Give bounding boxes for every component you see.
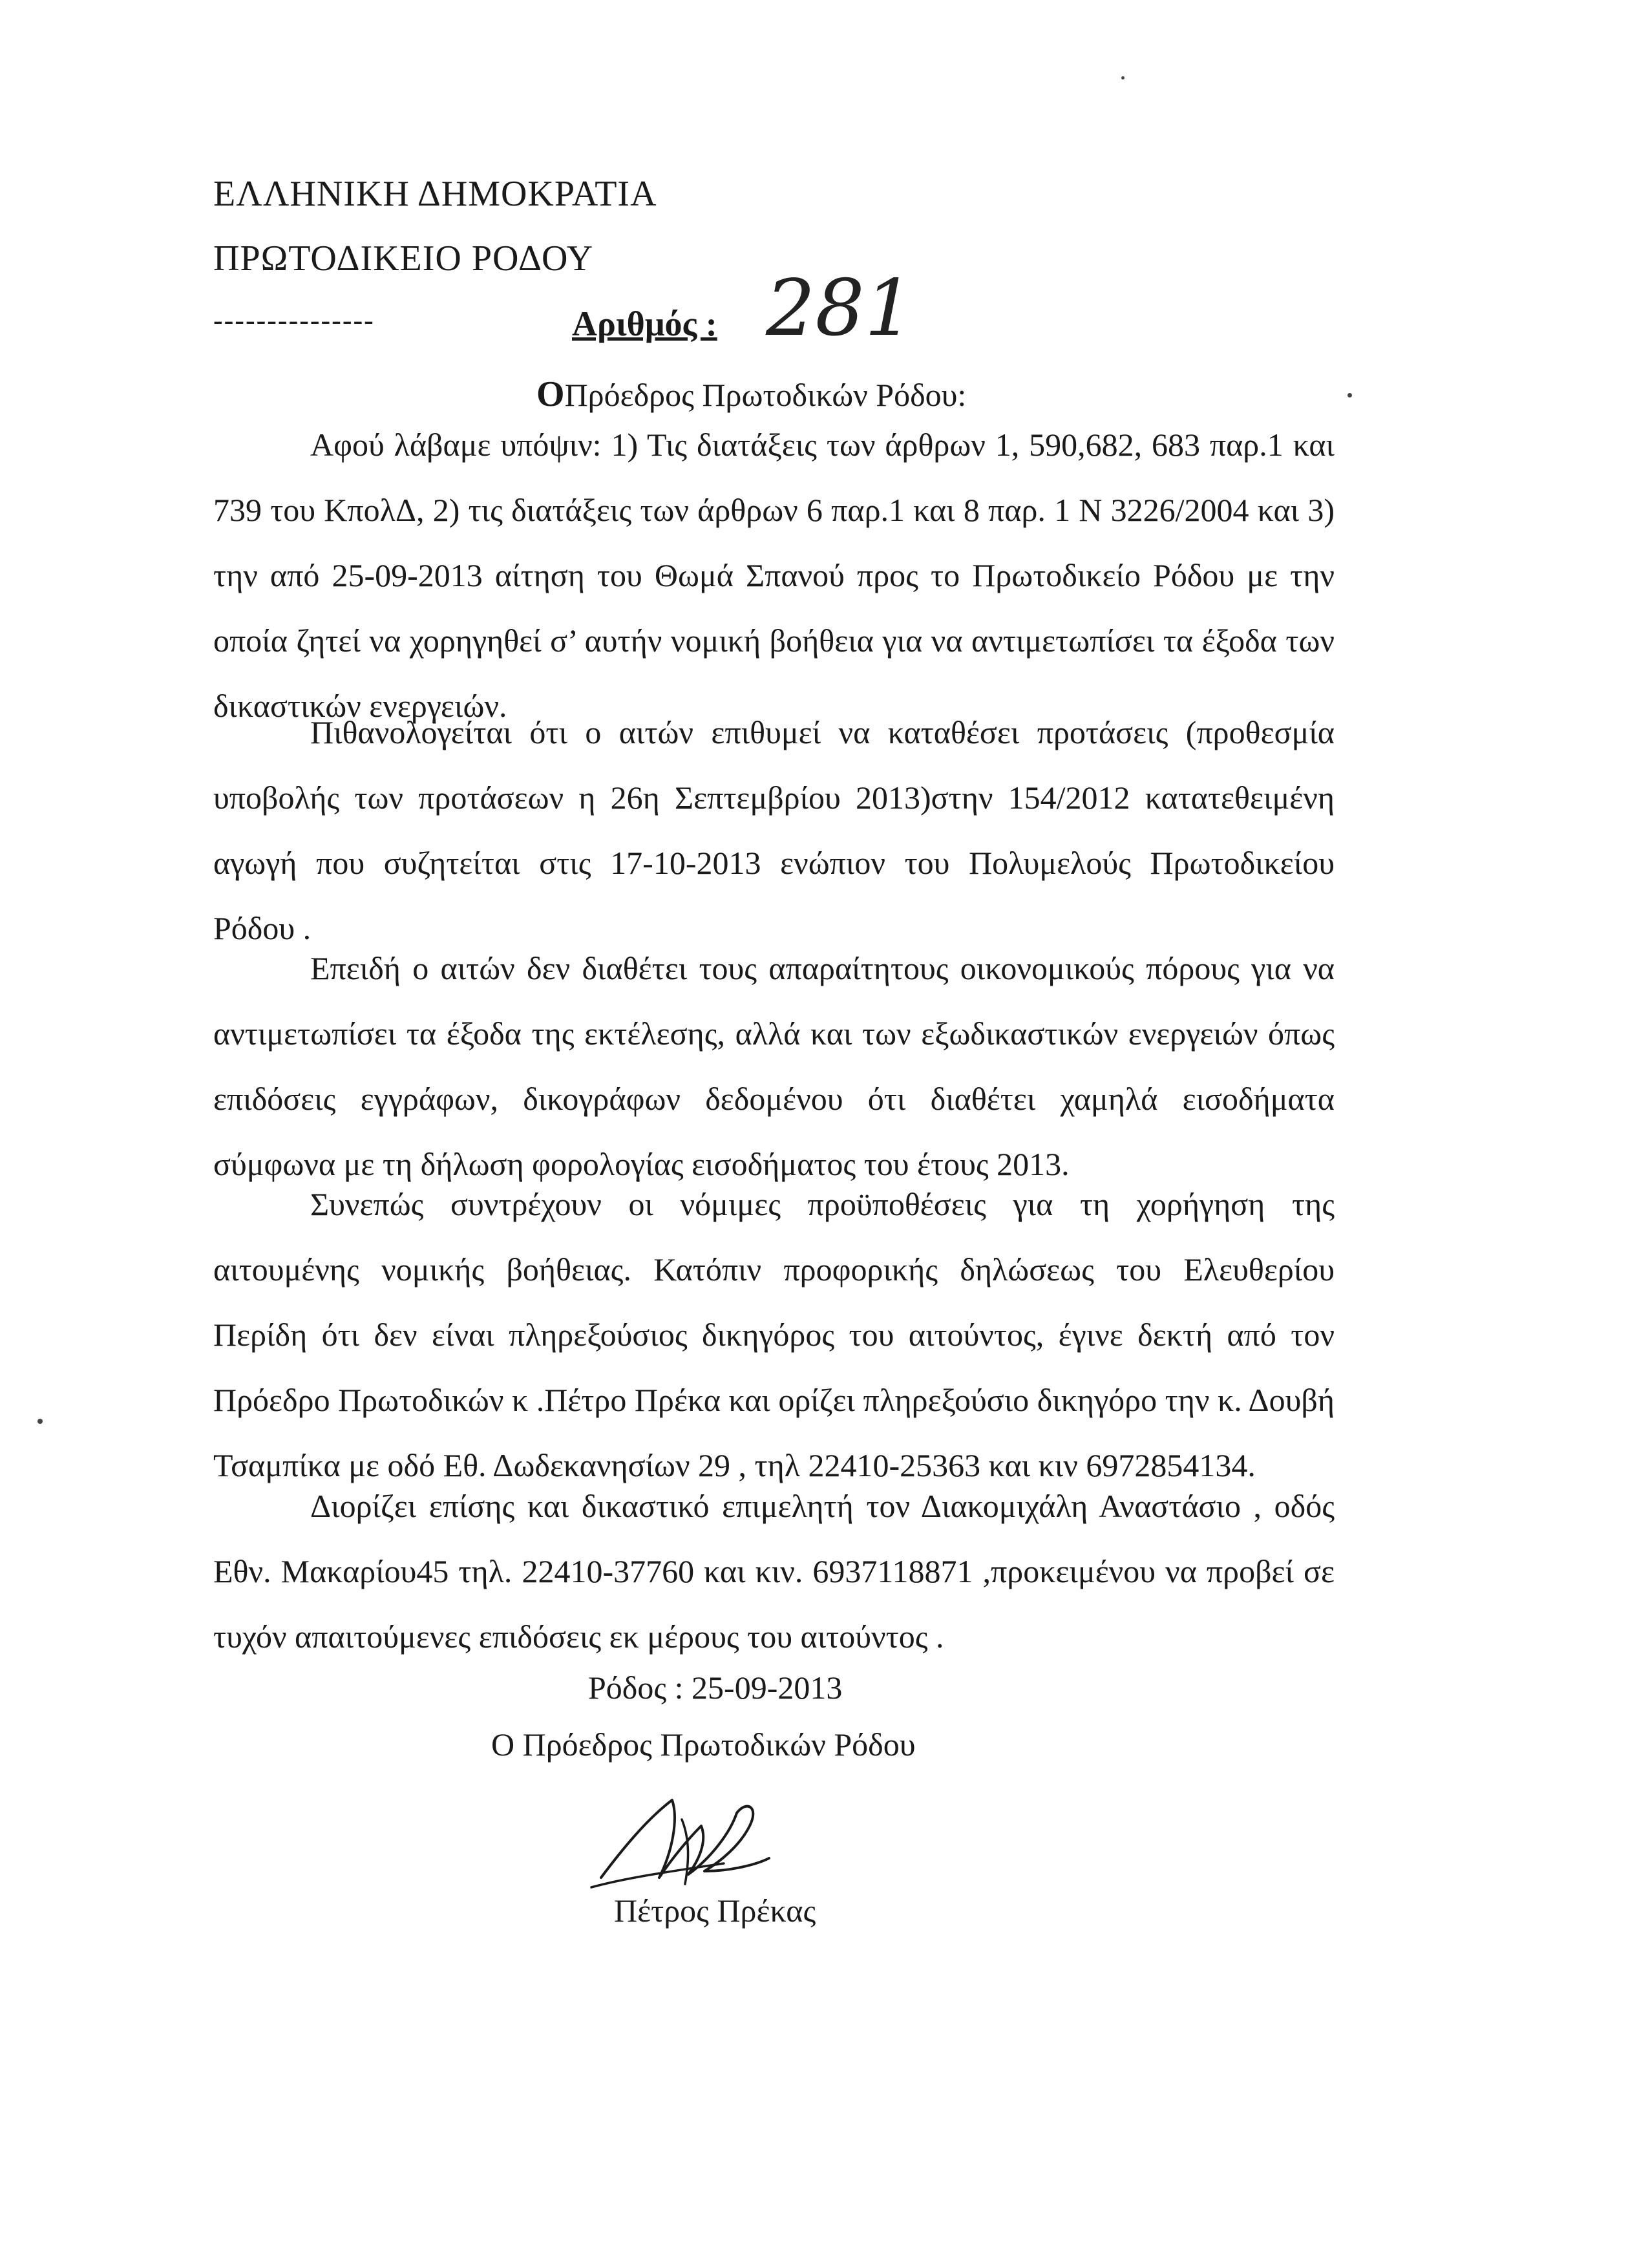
paragraph-text: Επειδή ο αιτών δεν διαθέτει τους απαραίτητους οικονομικούς πόρους για να αντιμετωπίσει τα έξοδα της εκτέλεσης, αλλά και των εξωδικαστικών ενεργειών όπως επιδόσεις εγγράφων, δικογράφων δεδομένου ότι διαθέτει χαμηλά εισοδήματα σύμφωνα με τη δήλωση φορολογίας εισοδήματος του έτους 2013. bbox=[213, 950, 1335, 1182]
president-prefix: Ο bbox=[536, 374, 565, 414]
signer-title: Ο Πρόεδρος Πρωτοδικών Ρόδου bbox=[491, 1726, 916, 1763]
paragraph-decision bbox=[213, 1172, 1335, 1498]
header-separator: --------------- bbox=[213, 304, 375, 336]
paragraph-text: Διορίζει επίσης και δικαστικό επιμελητή τον Διακομιχάλη Αναστάσιο , οδός Εθν. Μακαρίου45 τηλ. 22410-37760 και κιν. 6937118871 ,προκειμένου να προβεί σε τυχόν απαιτούμενες επιδόσεις εκ μέρους του αιτούντος . bbox=[213, 1488, 1335, 1655]
header-court: ΠΡΩΤΟΔΙΚΕΙΟ ΡΟΔΟΥ bbox=[213, 238, 594, 279]
signer-name: Πέτρος Πρέκας bbox=[614, 1892, 816, 1929]
paragraph-text: Συνεπώς συντρέχουν οι νόμιμες προϋποθέσεις για τη χορήγηση της αιτουμένης νομικής βοήθειας. Κατόπιν προφορικής δηλώσεως του Ελευθερίου Περίδη ότι δεν είναι πληρεξούσιος δικηγόρος του αιτούντος, έγινε δεκτή από τον Πρόεδρο Πρωτοδικών κ .Πέτρο Πρέκα και ορίζει πληρεξούσιο δικηγόρο την κ. Δουβή Τσαμπίκα με οδό Εθ. Δωδεκανησίων 29 , τηλ 22410-25363 και κιν 6972854134. bbox=[213, 1186, 1335, 1483]
paragraph-means bbox=[213, 936, 1335, 1197]
paragraph-considerations bbox=[213, 412, 1335, 739]
scan-speck bbox=[1121, 76, 1125, 79]
scan-speck bbox=[37, 1419, 43, 1424]
president-heading bbox=[536, 374, 966, 415]
scan-speck bbox=[1347, 393, 1352, 397]
paragraph-text: Αφού λάβαμε υπόψιν: 1) Τις διατάξεις των άρθρων 1, 590,682, 683 παρ.1 και 739 του ΚπολΔ, 2) τις διατάξεις των άρθρων 6 παρ.1 και 8 παρ. 1 Ν 3226/2004 και 3) την από 25-09-2013 αίτηση του Θωμά Σπανού προς το Πρωτοδικείο Ρόδου με την οποία ζητεί να χορηγηθεί σ’ αυτήν νομική βοήθεια για να αντιμετωπίσει τα έξοδα των δικαστικών ενεργειών. bbox=[213, 427, 1335, 724]
case-number-label: Αριθμός : bbox=[572, 304, 717, 343]
president-heading-text: Πρόεδρος Πρωτοδικών Ρόδου: bbox=[564, 377, 967, 413]
header-country: ΕΛΛΗΝΙΚΗ ΔΗΜΟΚΡΑΤΙΑ bbox=[213, 174, 657, 214]
paragraph-bailiff bbox=[213, 1474, 1335, 1669]
place-date: Ρόδος : 25-09-2013 bbox=[588, 1669, 843, 1706]
case-number-handwritten: 281 bbox=[766, 264, 914, 354]
paragraph-text: Πιθανολογείται ότι ο αιτών επιθυμεί να καταθέσει προτάσεις (προθεσμία υποβολής των προτάσεων η 26η Σεπτεμβρίου 2013)στην 154/2012 κατατεθειμένη αγωγή που συζητείται στις 17-10-2013 ενώπιον του Πολυμελούς Πρωτοδικείου Ρόδου . bbox=[213, 714, 1335, 946]
paragraph-probability bbox=[213, 700, 1335, 961]
